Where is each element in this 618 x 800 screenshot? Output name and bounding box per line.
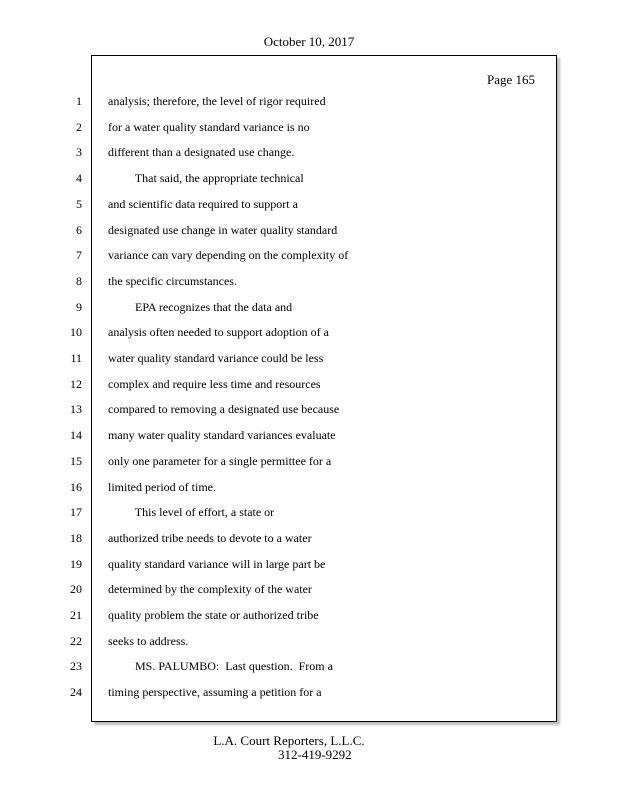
footer-phone: 312-419-9292 <box>278 747 352 762</box>
line-number: 18 <box>70 531 82 545</box>
line-number: 16 <box>70 480 82 494</box>
line-number: 13 <box>70 402 82 416</box>
transcript-line-text: the specific circumstances. <box>108 274 237 288</box>
line-number: 8 <box>76 274 82 288</box>
line-number: 24 <box>70 685 82 699</box>
transcript-line-text: many water quality standard variances evaluate <box>108 428 336 442</box>
transcript-line-text: compared to removing a designated use because <box>108 402 340 416</box>
line-number: 17 <box>70 505 82 519</box>
transcript-line-text: quality problem the state or authorized tribe <box>108 608 319 622</box>
transcript-line-text: only one parameter for a single permittee for a <box>108 454 332 468</box>
line-number: 9 <box>76 300 82 314</box>
line-number: 22 <box>70 634 82 648</box>
line-number: 12 <box>70 377 82 391</box>
transcript-line-text: analysis; therefore, the level of rigor required <box>108 94 326 108</box>
line-number: 10 <box>70 325 82 339</box>
line-number: 5 <box>76 197 82 211</box>
line-number: 7 <box>76 248 82 262</box>
transcript-line-text: EPA recognizes that the data and <box>108 300 293 314</box>
line-number: 6 <box>76 223 82 237</box>
transcript-line-text: quality standard variance will in large part be <box>108 557 326 571</box>
footer-company: L.A. Court Reporters, L.L.C. <box>213 733 365 748</box>
line-number: 1 <box>76 94 82 108</box>
line-number: 19 <box>70 557 82 571</box>
transcript-line-text: timing perspective, assuming a petition for a <box>108 685 322 699</box>
transcript-line-text: complex and require less time and resources <box>108 377 321 391</box>
transcript-line-text: This level of effort, a state or <box>108 505 275 519</box>
transcript-line-text: authorized tribe needs to devote to a water <box>108 531 312 545</box>
page-number: Page 165 <box>487 72 536 87</box>
transcript-line-text: for a water quality standard variance is no <box>108 120 310 134</box>
line-number: 14 <box>70 428 82 442</box>
transcript-line-text: designated use change in water quality standard <box>108 223 338 237</box>
transcript-line-text: analysis often needed to support adoption of a <box>108 325 329 339</box>
transcript-line-text: MS. PALUMBO: Last question. From a <box>108 659 333 673</box>
line-number: 21 <box>70 608 82 622</box>
transcript-line-text: determined by the complexity of the water <box>108 582 312 596</box>
transcript-line-text: water quality standard variance could be less <box>108 351 324 365</box>
transcript-line-text: different than a designated use change. <box>108 145 295 159</box>
transcript-line-text: seeks to address. <box>108 634 189 648</box>
line-number: 23 <box>70 659 82 673</box>
line-number: 11 <box>70 351 82 365</box>
line-number: 4 <box>76 171 82 185</box>
line-number: 20 <box>70 582 82 596</box>
line-number: 3 <box>76 145 82 159</box>
page-date: October 10, 2017 <box>263 34 355 49</box>
line-number: 15 <box>70 454 82 468</box>
transcript-line-text: and scientific data required to support a <box>108 197 298 211</box>
transcript-line-text: variance can vary depending on the complexity of <box>108 248 349 262</box>
transcript-line-text: limited period of time. <box>108 480 216 494</box>
transcript-line-text: That said, the appropriate technical <box>108 171 304 185</box>
line-number: 2 <box>76 120 82 134</box>
